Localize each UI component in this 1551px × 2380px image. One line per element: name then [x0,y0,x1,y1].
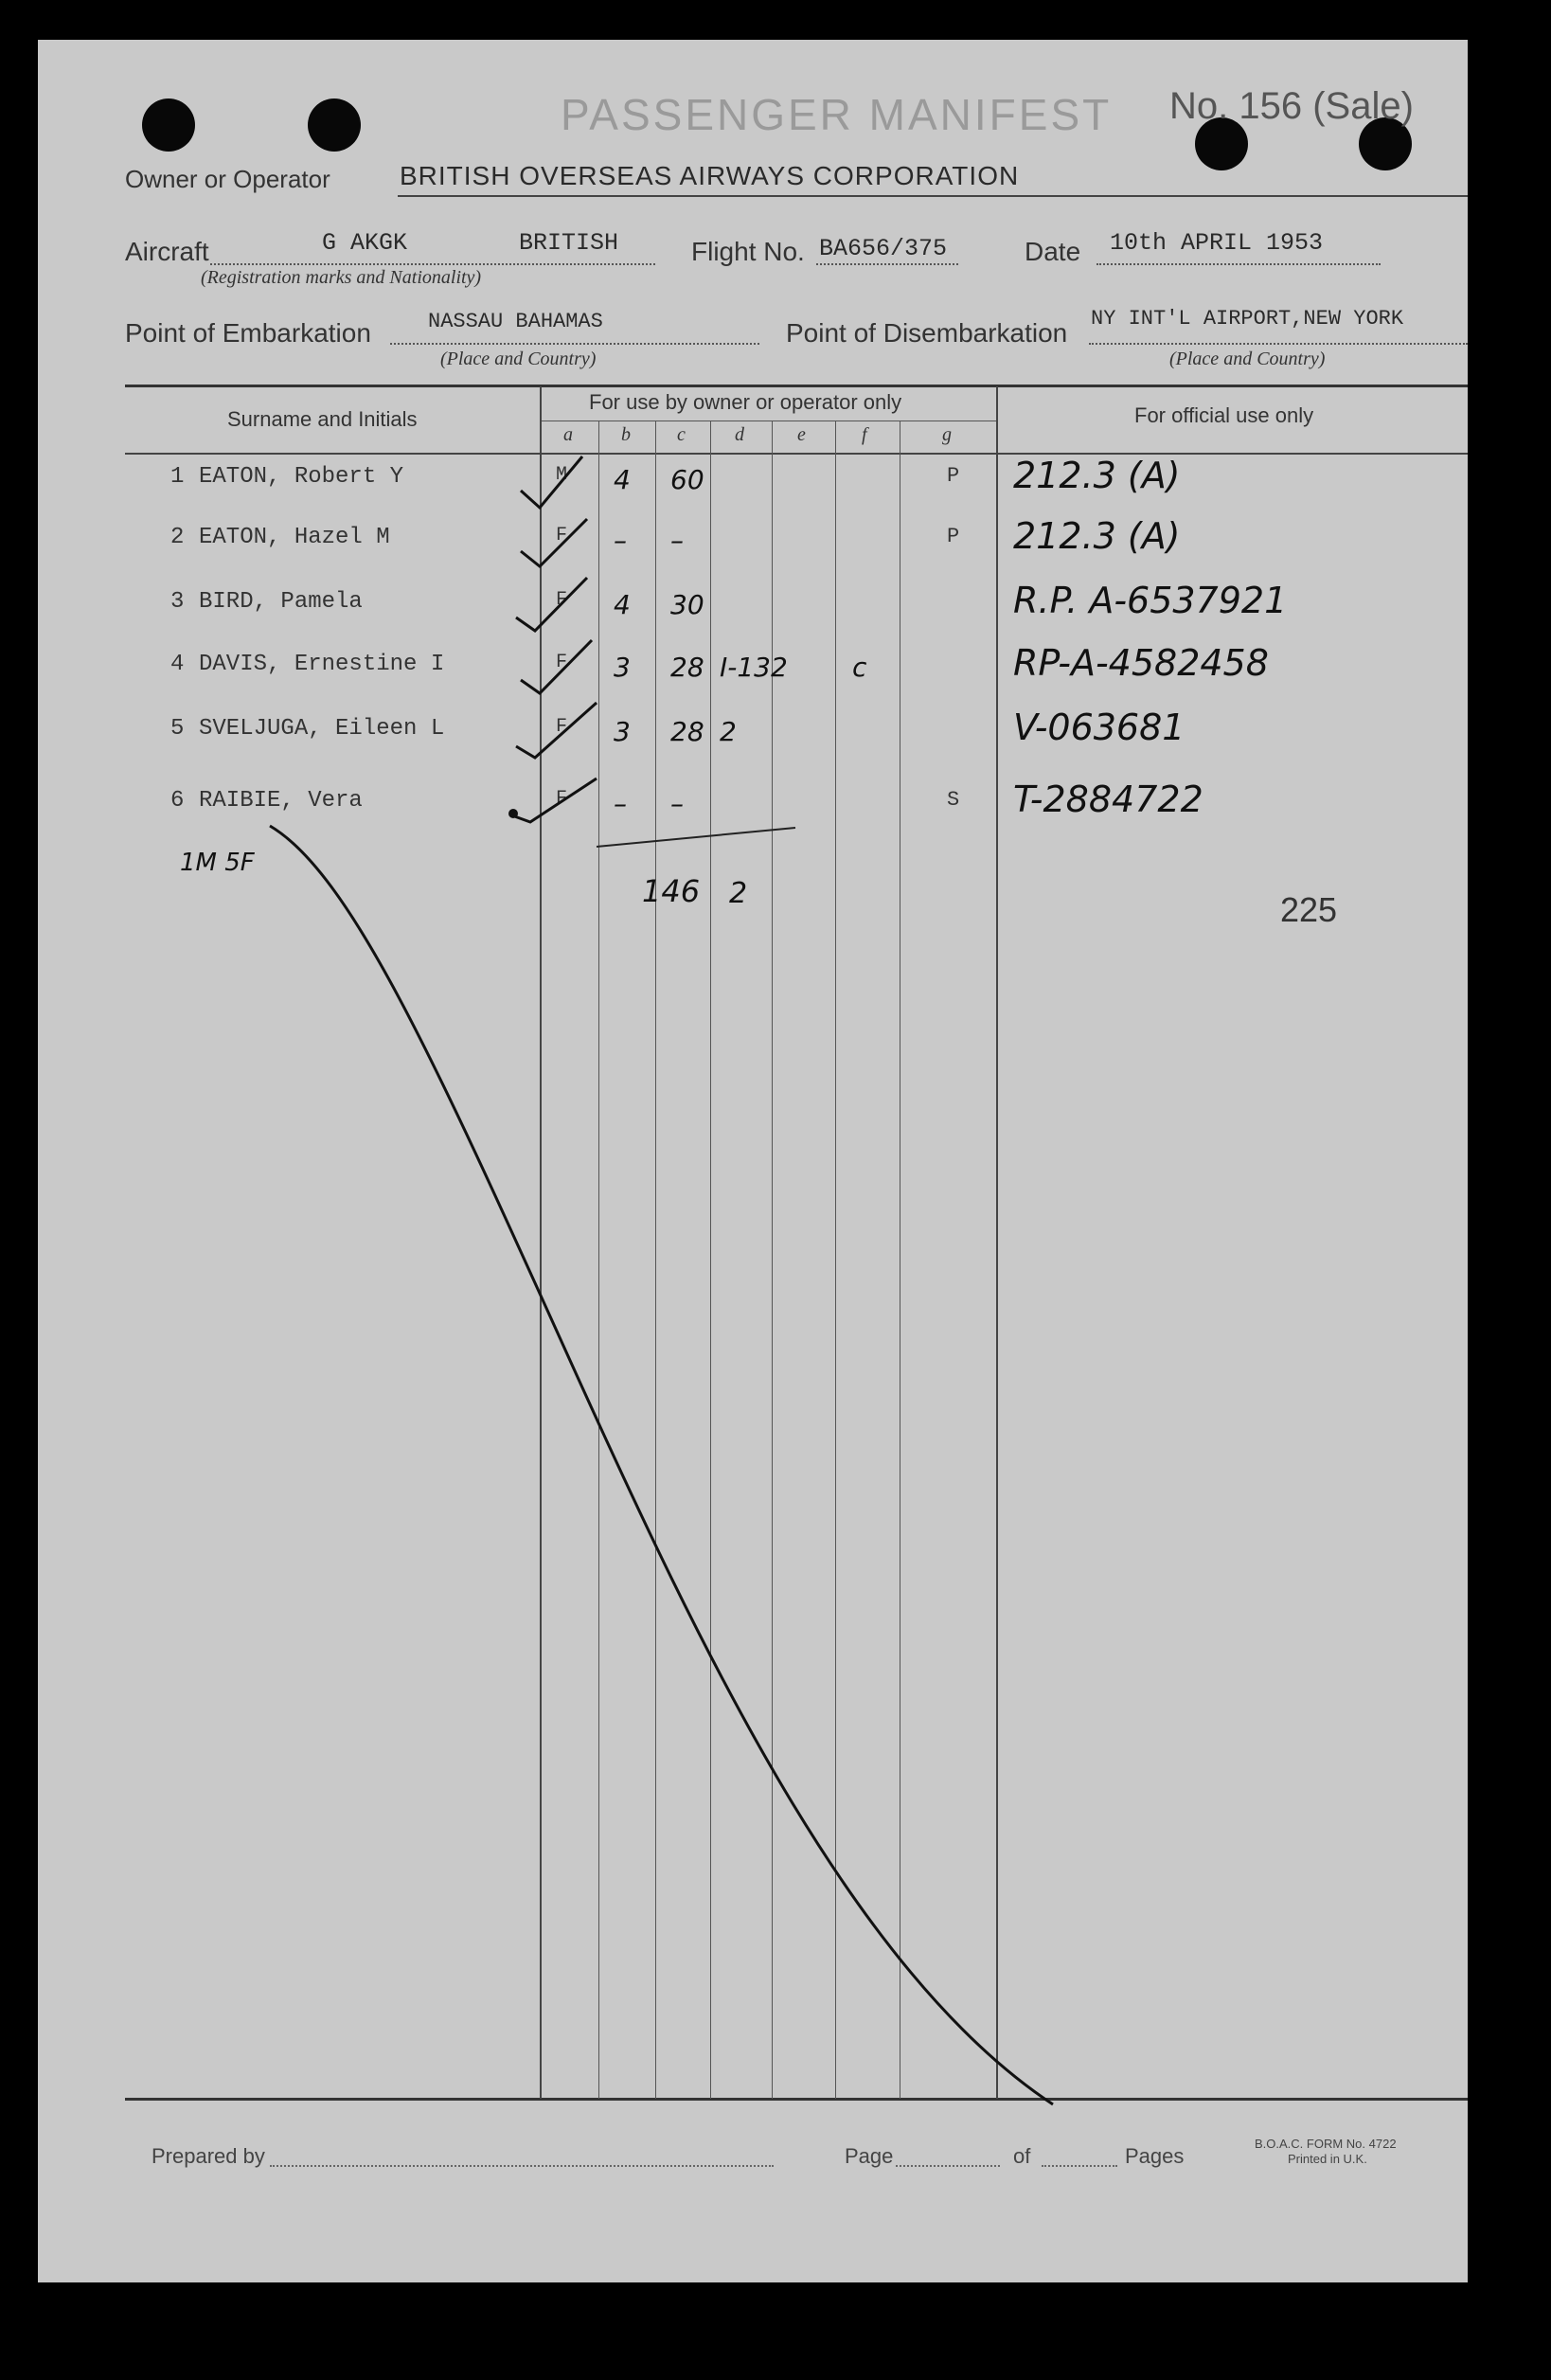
sex-cell: F [556,652,568,673]
column-letter-d: d [735,424,744,445]
sex-cell: M [556,464,568,486]
disembarkation-value: NY INT'L AIRPORT,NEW YORK [1091,307,1404,331]
passenger-name: RAIBIE, Vera [199,788,363,814]
prepared-by-label: Prepared by [152,2144,265,2168]
manifest-sheet [38,40,1468,2282]
sex-cell: F [556,589,568,611]
owner-label: Owner or Operator [125,165,330,193]
owner-value: BRITISH OVERSEAS AIRWAYS CORPORATION [400,161,1020,190]
date-label: Date [1025,237,1081,266]
manifest-number: No. 156 (Sale) [1169,85,1414,127]
col-d-cell: 2 [720,716,737,747]
column-letter-g: g [942,424,952,445]
embarkation-sublabel: (Place and Country) [440,349,597,369]
col-b-cell: – [614,525,627,556]
passenger-name: DAVIS, Ernestine I [199,652,445,677]
embarkation-label: Point of Embarkation [125,318,371,348]
row-number: 4 [170,652,185,677]
col-g-cell: S [947,788,960,812]
col-b-cell: 3 [614,716,631,747]
passenger-name: SVELJUGA, Eileen L [199,716,445,742]
of-label: of [1013,2144,1031,2168]
col-d-cell: I-132 [720,652,788,683]
sex-cell: F [556,788,568,810]
official-header: For official use only [1134,403,1314,427]
owner-only-header: For use by owner or operator only [589,390,902,414]
sex-cell: F [556,525,568,546]
col-b-cell: – [614,788,627,819]
date-value: 10th APRIL 1953 [1110,229,1324,257]
row-number: 2 [170,525,185,550]
col-e-cell: c [852,652,867,683]
flight-label: Flight No. [691,237,805,266]
tally-note: 1M 5F [180,849,255,877]
official-entry: R.P. A-6537921 [1013,580,1288,621]
col-c-cell: 30 [670,589,704,620]
stamp-number: 225 [1280,890,1338,929]
row-number: 1 [170,464,185,490]
aircraft-label: Aircraft [125,237,209,266]
passenger-name: BIRD, Pamela [199,589,363,615]
manifest-title: PASSENGER MANIFEST [561,90,1113,139]
row-number: 3 [170,589,185,615]
sex-cell: F [556,716,568,738]
column-letter-f: f [862,424,867,445]
official-entry: 212.3 (A) [1013,515,1181,557]
flight-value: BA656/375 [819,235,948,262]
column-letter-b: b [621,424,631,445]
official-entry: RP-A-4582458 [1013,642,1269,684]
column-letter-c: c [677,424,686,445]
total-column-d: 2 [729,877,748,910]
disembarkation-label: Point of Disembarkation [786,318,1068,348]
aircraft-registration: G AKGK [322,229,408,257]
col-b-cell: 4 [614,464,631,495]
prepared-by-rule [270,2165,774,2167]
aircraft-nationality: BRITISH [519,229,619,257]
row-number: 5 [170,716,185,742]
col-c-cell: – [670,525,684,556]
printed-in: Printed in U.K. [1288,2152,1367,2166]
official-entry: T-2884722 [1013,778,1203,820]
passenger-name: EATON, Robert Y [199,464,404,490]
disembarkation-sublabel: (Place and Country) [1169,349,1326,369]
aircraft-sublabel: (Registration marks and Nationality) [201,267,482,288]
form-number: B.O.A.C. FORM No. 4722 [1255,2137,1397,2151]
col-c-cell: 60 [670,464,704,495]
col-c-cell: 28 [670,716,704,747]
total-column-c: 146 [642,873,701,909]
column-letter-a: a [563,424,573,445]
page-rule [896,2165,1000,2167]
embarkation-value: NASSAU BAHAMAS [428,310,603,333]
of-rule [1042,2165,1117,2167]
col-b-cell: 4 [614,589,631,620]
pages-label: Pages [1125,2144,1185,2168]
official-entry: 212.3 (A) [1013,455,1181,496]
col-b-cell: 3 [614,652,631,683]
row-number: 6 [170,788,185,814]
col-c-cell: 28 [670,652,704,683]
tick-marks [38,40,1468,2282]
passenger-name: EATON, Hazel M [199,525,390,550]
column-letter-e: e [797,424,806,445]
official-entry: V-063681 [1013,707,1186,748]
col-c-cell: – [670,788,684,819]
surname-header: Surname and Initials [227,407,418,431]
page-label: Page [845,2144,894,2168]
col-g-cell: P [947,464,960,488]
col-g-cell: P [947,525,960,548]
